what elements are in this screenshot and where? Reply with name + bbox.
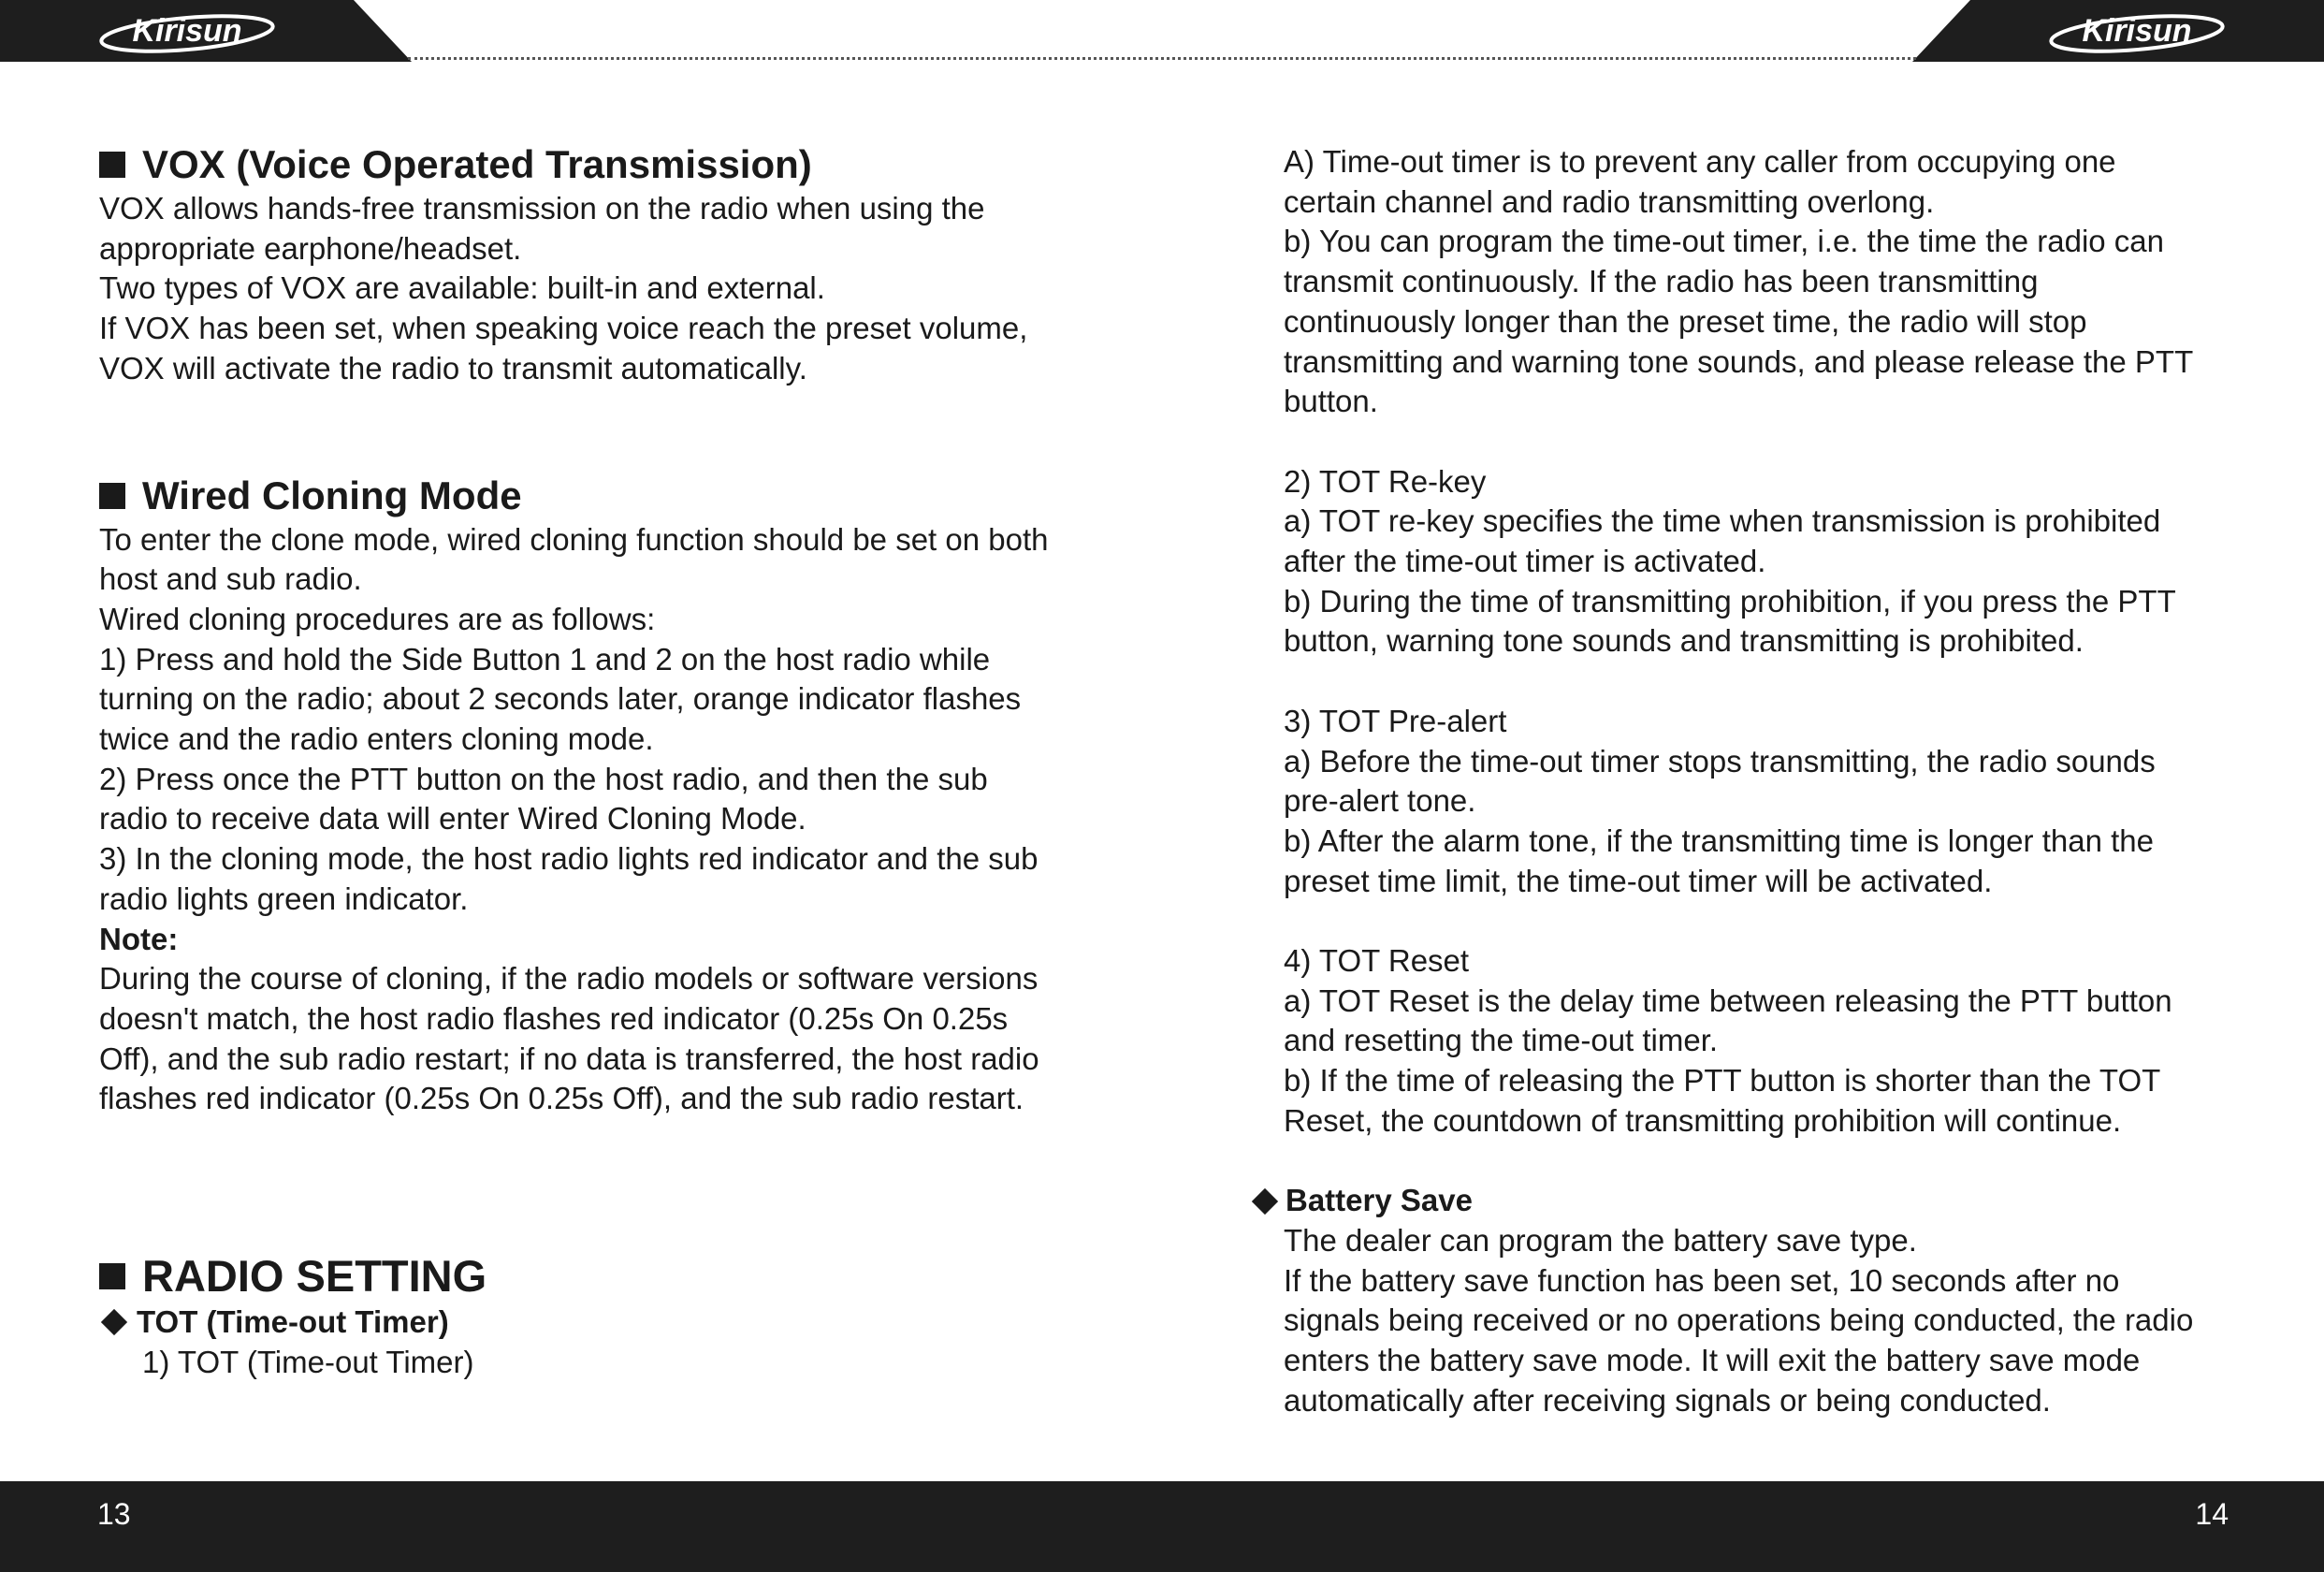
note-label: Note: — [99, 921, 179, 956]
section-heading-radio-setting: RADIO SETTING — [99, 1250, 1110, 1303]
square-bullet-icon — [99, 1263, 125, 1289]
tot-item: 1) TOT (Time-out Timer) — [142, 1344, 474, 1379]
diamond-bullet-icon — [101, 1309, 127, 1335]
subheading-tot: TOT (Time-out Timer) — [99, 1303, 1110, 1343]
brand-logo-text: Kirisun — [132, 13, 242, 49]
diamond-bullet-icon — [1252, 1187, 1278, 1214]
square-bullet-icon — [99, 483, 125, 509]
page-number-left: 13 — [97, 1497, 131, 1531]
page-number-right: 14 — [2195, 1497, 2229, 1531]
vox-body: VOX allows hands-free transmission on the radio when using the appropriate earphone/headset. Two types of VOX are available: built-in and external. If VOX has been set, when speaking voice reach the preset volume, VOX will activate the radio to transmit automatically. — [99, 191, 1028, 386]
cloning-body: To enter the clone mode, wired cloning function should be set on both host and sub radio. Wired cloning procedures are as follows: 1) Press and hold the Side Button 1 and 2 on the host radio while turning on the radio; about 2 seconds later, orange indicator flashes twice and the radio enters cloning mode. 2) Press once the PTT button on the host radio, and then the sub radio to receive data will enter Wired Cloning Mode. 3) In the cloning mode, the host radio lights red indicator and the sub radio lights green indicator. Note: During the course of cloning, if the radio models or software versions doesn't match, the host radio flashes red indicator (0.25s On 0.25s Off), and the sub radio restart; if no data is transferred, the host radio flashes red indicator (0.25s On 0.25s Off), and the sub radio restart. — [99, 520, 1110, 1120]
section-heading-vox: VOX (Voice Operated Transmission) — [99, 140, 1110, 189]
tot-rekey: 2) TOT Re-key a) TOT re-key specifies the time when transmission is prohibited after the time-out timer is activated. b) During the time of transmitting prohibition, if you press the PTT button, warning tone sounds and transmitting is prohibited. — [1284, 463, 2176, 659]
left-page-column — [99, 140, 1110, 1382]
right-page-column — [1284, 142, 2238, 1420]
tot-prealert: 3) TOT Pre-alert a) Before the time-out timer stops transmitting, the radio sounds pre-alert tone. b) After the alarm tone, if the transmitting time is longer than the preset time limit, the time-out timer will be activated. — [1284, 703, 2156, 898]
square-bullet-icon — [99, 152, 125, 178]
section-heading-wired-cloning: Wired Cloning Mode — [99, 472, 1110, 520]
tot-description: A) Time-out timer is to prevent any caller from occupying one certain channel and radio transmitting overlong. b) You can program the time-out timer, i.e. the time the radio can transmit continuously. If the radio has been transmitting continuously longer than the preset time, the radio will stop transmitting and warning tone sounds, and please release the PTT button. — [1284, 144, 2194, 419]
brand-logo-right — [2043, 6, 2230, 54]
brand-logo-text: Kirisun — [2082, 13, 2192, 49]
footer-bar — [0, 1481, 2324, 1572]
header-dotted-rule — [408, 57, 1916, 60]
brand-logo-left — [94, 6, 281, 54]
subheading-battery-save: Battery Save — [1252, 1181, 2238, 1221]
tot-reset: 4) TOT Reset a) TOT Reset is the delay time between releasing the PTT button and resetting the time-out timer. b) If the time of releasing the PTT button is shorter than the TOT Reset, the countdown of transmitting prohibition will continue. — [1284, 943, 2172, 1138]
battery-save-body: The dealer can program the battery save type. If the battery save function has been set, 10 seconds after no signals being received or no operations being conducted, the radio enters the battery save mode. It will exit the battery save mode automatically after receiving signals or being conducted. — [1284, 1222, 2194, 1418]
